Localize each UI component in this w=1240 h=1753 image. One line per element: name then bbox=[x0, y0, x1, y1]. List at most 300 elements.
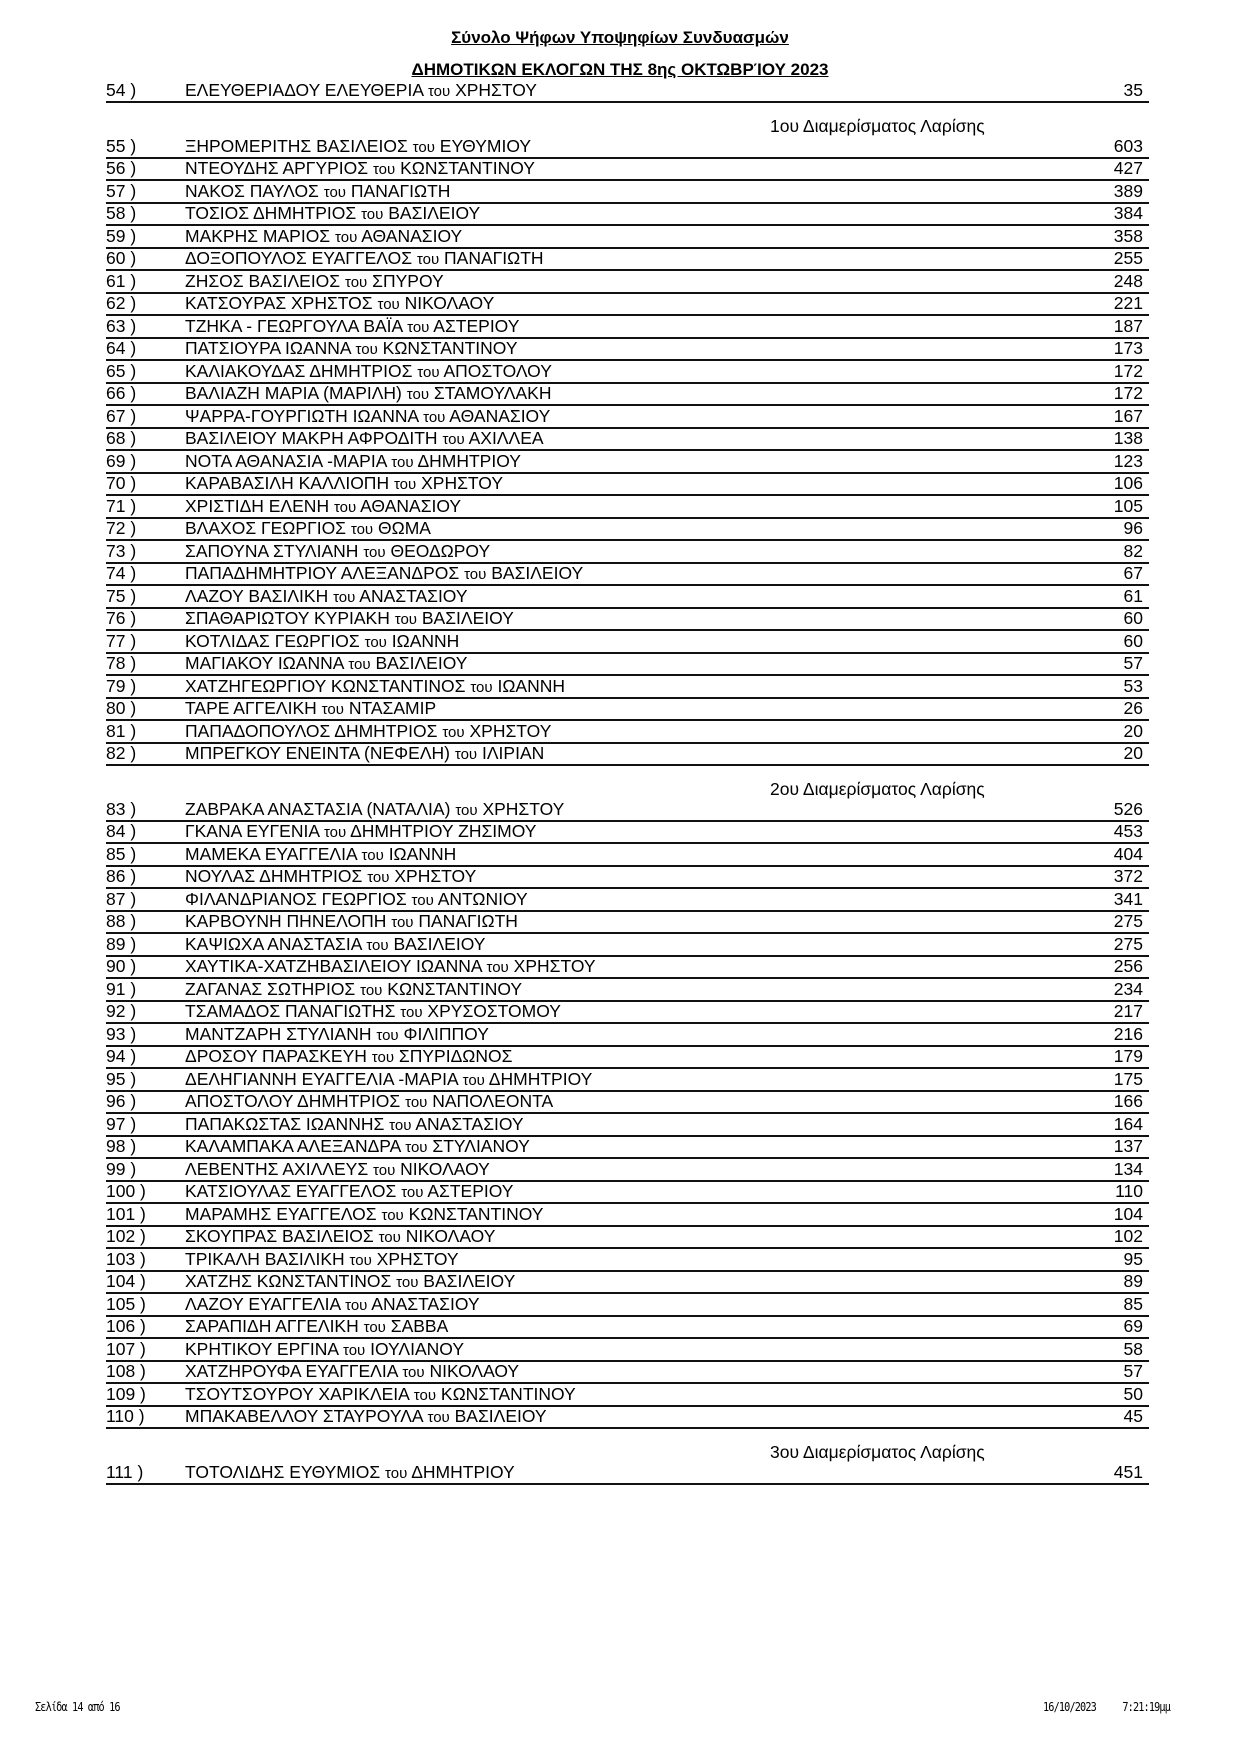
candidate-number: 80 ) bbox=[106, 698, 137, 718]
candidate-number: 68 ) bbox=[106, 428, 137, 448]
print-timestamp bbox=[1043, 1700, 1170, 1714]
candidate-number: 90 ) bbox=[106, 956, 137, 976]
vote-count: 85 bbox=[1123, 1293, 1143, 1314]
patronymic-prefix: του bbox=[423, 408, 446, 426]
candidate-surname-firstname: ΤΣΟΥΤΣΟΥΡΟΥ ΧΑΡΙΚΛΕΙΑ bbox=[185, 1383, 409, 1404]
candidate-number: 65 ) bbox=[106, 360, 137, 381]
candidate-surname-firstname: ΜΠΑΚΑΒΕΛΛΟΥ ΣΤΑΥΡΟΥΛΑ bbox=[185, 1406, 423, 1426]
patronymic-prefix: του bbox=[400, 1004, 423, 1021]
candidate-surname-firstname: ΧΑΤΖΗΣ ΚΩΝΣΤΑΝΤΙΝΟΣ bbox=[185, 1271, 392, 1291]
candidate-number: 109 ) bbox=[106, 1383, 146, 1404]
father-name: ΑΠΟΣΤΟΛΟΥ bbox=[443, 360, 552, 381]
father-name: ΒΑΣΙΛΕΙΟΥ bbox=[491, 563, 584, 583]
vote-count: 102 bbox=[1113, 1226, 1143, 1246]
vote-count: 216 bbox=[1113, 1023, 1143, 1044]
candidate-row bbox=[106, 844, 1149, 867]
father-name: ΧΡΗΣΤΟΥ bbox=[376, 1248, 459, 1269]
father-name: ΒΑΣΙΛΕΙΟΥ bbox=[393, 933, 486, 954]
candidate-name bbox=[185, 338, 518, 360]
candidate-name bbox=[185, 608, 514, 630]
candidate-number: 58 ) bbox=[106, 203, 137, 223]
candidate-surname-firstname: ΑΠΟΣΤΟΛΟΥ ΔΗΜΗΤΡΙΟΣ bbox=[185, 1091, 401, 1111]
candidate-surname-firstname: ΚΑΨΙΩΧΑ ΑΝΑΣΤΑΣΙΑ bbox=[185, 933, 362, 954]
candidate-surname-firstname: ΚΟΤΛΙΔΑΣ ΓΕΩΡΓΙΟΣ bbox=[185, 630, 360, 651]
candidate-name bbox=[185, 1204, 543, 1226]
candidate-row bbox=[106, 911, 1149, 934]
candidate-number: 96 ) bbox=[106, 1091, 137, 1111]
candidate-number: 62 ) bbox=[106, 293, 137, 313]
vote-count: 57 bbox=[1123, 653, 1143, 673]
candidate-number: 111 ) bbox=[106, 1461, 144, 1482]
candidate-name bbox=[185, 1226, 495, 1248]
patronymic-prefix: του bbox=[411, 891, 434, 909]
patronymic-prefix: του bbox=[377, 296, 400, 313]
patronymic-prefix: του bbox=[486, 959, 509, 976]
father-name: ΠΑΝΑΓΙΩΤΗ bbox=[418, 911, 518, 931]
father-name: ΝΙΚΟΛΑΟΥ bbox=[405, 1226, 496, 1246]
vote-count: 137 bbox=[1113, 1136, 1143, 1156]
vote-count: 172 bbox=[1113, 383, 1143, 403]
candidate-row bbox=[106, 428, 1149, 451]
candidate-row bbox=[106, 473, 1149, 496]
candidate-row bbox=[106, 1462, 1149, 1485]
patronymic-prefix: του bbox=[427, 83, 451, 100]
patronymic-prefix: του bbox=[367, 869, 390, 886]
father-name: ΧΡΥΣΟΣΤΟΜΟΥ bbox=[427, 1001, 561, 1021]
candidate-name bbox=[185, 1114, 524, 1136]
candidate-row bbox=[106, 203, 1149, 226]
candidate-surname-firstname: ΛΕΒΕΝΤΗΣ ΑΧΙΛΛΕΥΣ bbox=[185, 1158, 369, 1179]
vote-count: 167 bbox=[1113, 405, 1143, 426]
print-time: 7:21:19μμ bbox=[1122, 1700, 1170, 1714]
vote-count: 50 bbox=[1123, 1383, 1143, 1404]
vote-count: 61 bbox=[1123, 585, 1143, 606]
vote-count: 384 bbox=[1113, 203, 1143, 223]
patronymic-prefix: του bbox=[363, 543, 386, 561]
candidate-row bbox=[106, 316, 1149, 339]
candidate-number: 69 ) bbox=[106, 450, 137, 471]
patronymic-prefix: του bbox=[406, 386, 430, 403]
patronymic-prefix: του bbox=[407, 318, 430, 336]
page-number: Σελίδα 14 από 16 bbox=[35, 1700, 120, 1714]
father-name: ΑΘΑΝΑΣΙΟΥ bbox=[449, 405, 551, 426]
vote-count: 164 bbox=[1113, 1113, 1143, 1134]
father-name: ΙΟΥΛΙΑΝΟΥ bbox=[370, 1338, 465, 1359]
candidate-surname-firstname: ΣΑΠΟΥΝΑ ΣΤΥΛΙΑΝΗ bbox=[185, 540, 359, 561]
candidate-name bbox=[185, 383, 551, 405]
candidate-surname-firstname: ΦΙΛΑΝΔΡΙΑΝΟΣ ΓΕΩΡΓΙΟΣ bbox=[185, 888, 407, 909]
candidate-row bbox=[106, 338, 1149, 361]
candidate-name bbox=[185, 1361, 519, 1383]
father-name: ΑΝΑΣΤΑΣΙΟΥ bbox=[415, 1113, 524, 1134]
vote-count: 134 bbox=[1113, 1158, 1143, 1179]
candidate-name bbox=[185, 136, 531, 158]
father-name: ΙΛΙΡΙΑΝ bbox=[482, 743, 545, 763]
candidate-surname-firstname: ΚΑΡΒΟΥΝΗ ΠΗΝΕΛΟΠΗ bbox=[185, 911, 387, 931]
vote-count: 372 bbox=[1113, 866, 1143, 886]
candidate-row bbox=[106, 80, 1149, 103]
candidate-surname-firstname: ΒΑΛΙΑΖΗ ΜΑΡΙΑ (ΜΑΡΙΛΗ) bbox=[185, 383, 402, 403]
patronymic-prefix: του bbox=[385, 1464, 408, 1482]
candidate-name bbox=[185, 1024, 489, 1046]
vote-count: 275 bbox=[1113, 933, 1143, 954]
candidate-row bbox=[106, 1271, 1149, 1294]
candidate-row bbox=[106, 383, 1149, 406]
patronymic-prefix: του bbox=[413, 1386, 437, 1404]
candidate-number: 108 ) bbox=[106, 1361, 146, 1381]
vote-count: 45 bbox=[1123, 1406, 1143, 1426]
candidate-surname-firstname: ΤΟΣΙΟΣ ΔΗΜΗΤΡΙΟΣ bbox=[185, 203, 357, 223]
patronymic-prefix: του bbox=[349, 1251, 372, 1269]
candidate-surname-firstname: ΔΟΞΟΠΟΥΛΟΣ ΕΥΑΓΓΕΛΟΣ bbox=[185, 248, 413, 268]
candidate-number: 78 ) bbox=[106, 653, 137, 673]
candidate-number: 76 ) bbox=[106, 608, 137, 628]
vote-count: 179 bbox=[1113, 1046, 1143, 1066]
candidate-name bbox=[185, 1136, 530, 1158]
vote-count: 60 bbox=[1123, 630, 1143, 651]
candidate-row bbox=[106, 799, 1149, 822]
candidate-name bbox=[185, 316, 519, 338]
patronymic-prefix: του bbox=[391, 453, 414, 471]
father-name: ΒΑΣΙΛΕΙΟΥ bbox=[423, 1271, 516, 1291]
father-name: ΑΣΤΕΡΙΟΥ bbox=[433, 315, 520, 336]
father-name: ΠΑΝΑΓΙΩΤΗ bbox=[350, 180, 451, 201]
candidate-surname-firstname: ΒΑΣΙΛΕΙΟΥ ΜΑΚΡΗ ΑΦΡΟΔΙΤΗ bbox=[185, 428, 438, 448]
candidate-row bbox=[106, 1114, 1149, 1137]
father-name: ΕΥΘΥΜΙΟΥ bbox=[439, 135, 532, 156]
candidate-row bbox=[106, 979, 1149, 1002]
candidate-name bbox=[185, 271, 444, 293]
patronymic-prefix: του bbox=[464, 566, 487, 583]
candidate-name bbox=[185, 1046, 512, 1068]
candidate-row bbox=[106, 1091, 1149, 1114]
father-name: ΧΡΗΣΤΟΥ bbox=[482, 798, 565, 819]
father-name: ΝΙΚΟΛΑΟΥ bbox=[404, 293, 495, 313]
candidate-number: 73 ) bbox=[106, 540, 137, 561]
candidate-row bbox=[106, 226, 1149, 249]
candidate-number: 66 ) bbox=[106, 383, 137, 403]
patronymic-prefix: του bbox=[442, 431, 465, 448]
candidate-row bbox=[106, 1136, 1149, 1159]
candidate-name bbox=[185, 1271, 515, 1293]
candidate-surname-firstname: ΣΑΡΑΠΙΔΗ ΑΓΓΕΛΙΚΗ bbox=[185, 1316, 359, 1336]
candidate-row bbox=[106, 248, 1149, 271]
candidate-row bbox=[106, 563, 1149, 586]
candidate-row bbox=[106, 721, 1149, 744]
candidate-name bbox=[185, 844, 456, 866]
candidate-name bbox=[185, 979, 522, 1001]
candidate-surname-firstname: ΤΟΤΟΛΙΔΗΣ ΕΥΘΥΜΙΟΣ bbox=[185, 1461, 381, 1482]
candidate-name bbox=[185, 80, 537, 102]
father-name: ΑΝΑΣΤΑΣΙΟΥ bbox=[371, 1293, 480, 1314]
candidate-name bbox=[185, 1462, 515, 1484]
vote-count: 173 bbox=[1113, 338, 1143, 358]
candidate-surname-firstname: ΧΑΥΤΙΚΑ-ΧΑΤΖΗΒΑΣΙΛΕΙΟΥ ΙΩΑΝΝΑ bbox=[185, 956, 482, 976]
candidate-surname-firstname: ΤΖΗΚΑ - ΓΕΩΡΓΟΥΛΑ ΒΑΪΑ bbox=[185, 315, 403, 336]
candidate-number: 57 ) bbox=[106, 180, 137, 201]
candidate-number: 55 ) bbox=[106, 135, 137, 156]
candidate-row bbox=[106, 293, 1149, 316]
candidate-name bbox=[185, 406, 550, 428]
vote-count: 389 bbox=[1113, 180, 1143, 201]
candidate-surname-firstname: ΜΑΓΙΑΚΟΥ ΙΩΑΝΝΑ bbox=[185, 653, 344, 673]
patronymic-prefix: του bbox=[455, 801, 478, 819]
father-name: ΣΠΥΡΟΥ bbox=[372, 270, 444, 291]
candidate-number: 88 ) bbox=[106, 911, 137, 931]
vote-count: 221 bbox=[1113, 293, 1143, 313]
candidate-row bbox=[106, 1046, 1149, 1069]
candidate-surname-firstname: ΠΑΠΑΚΩΣΤΑΣ ΙΩΑΝΝΗΣ bbox=[185, 1113, 385, 1134]
patronymic-prefix: του bbox=[360, 981, 383, 999]
vote-count: 26 bbox=[1123, 698, 1143, 718]
candidate-surname-firstname: ΨΑΡΡΑ-ΓΟΥΡΓΙΩΤΗ ΙΩΑΝΝΑ bbox=[185, 405, 419, 426]
candidate-name bbox=[185, 1181, 513, 1203]
candidate-number: 99 ) bbox=[106, 1158, 137, 1179]
candidate-row bbox=[106, 1204, 1149, 1227]
candidate-number: 97 ) bbox=[106, 1113, 137, 1134]
father-name: ΑΝΤΩΝΙΟΥ bbox=[437, 888, 528, 909]
candidate-number: 75 ) bbox=[106, 585, 137, 606]
candidate-surname-firstname: ΜΑΡΑΜΗΣ ΕΥΑΓΓΕΛΟΣ bbox=[185, 1203, 377, 1224]
candidate-surname-firstname: ΚΑΛΑΜΠΑΚΑ ΑΛΕΞΑΝΔΡΑ bbox=[185, 1136, 401, 1156]
vote-count: 106 bbox=[1113, 473, 1143, 493]
candidate-name bbox=[185, 1069, 592, 1091]
vote-count: 453 bbox=[1113, 821, 1143, 841]
candidate-number: 102 ) bbox=[106, 1226, 146, 1246]
patronymic-prefix: του bbox=[323, 183, 347, 201]
candidate-number: 70 ) bbox=[106, 473, 137, 493]
vote-count: 60 bbox=[1123, 608, 1143, 628]
candidate-name bbox=[185, 361, 552, 383]
patronymic-prefix: του bbox=[350, 521, 374, 538]
vote-count: 341 bbox=[1113, 888, 1143, 909]
father-name: ΑΘΑΝΑΣΙΟΥ bbox=[361, 225, 463, 246]
candidate-number: 105 ) bbox=[106, 1293, 146, 1314]
vote-count: 89 bbox=[1123, 1271, 1143, 1291]
patronymic-prefix: του bbox=[393, 476, 417, 493]
candidate-surname-firstname: ΔΡΟΣΟΥ ΠΑΡΑΣΚΕΥΗ bbox=[185, 1046, 367, 1066]
father-name: ΚΩΝΣΤΑΝΤΙΝΟΥ bbox=[400, 158, 535, 178]
vote-count: 172 bbox=[1113, 360, 1143, 381]
candidate-number: 83 ) bbox=[106, 798, 137, 819]
candidate-row bbox=[106, 1294, 1149, 1317]
candidate-row bbox=[106, 1384, 1149, 1407]
patronymic-prefix: του bbox=[402, 1364, 425, 1381]
candidate-row bbox=[106, 1361, 1149, 1384]
candidate-surname-firstname: ΝΤΕΟΥΔΗΣ ΑΡΓΥΡΙΟΣ bbox=[185, 158, 369, 178]
district-heading: 3ου Διαμερίσματος Λαρίσης bbox=[770, 1441, 985, 1462]
father-name: ΔΗΜΗΤΡΙΟΥ ΖΗΣΙΜΟΥ bbox=[350, 821, 537, 841]
candidate-number: 82 ) bbox=[106, 743, 137, 763]
vote-count: 451 bbox=[1113, 1461, 1143, 1482]
candidate-surname-firstname: ΚΡΗΤΙΚΟΥ ΕΡΓΙΝΑ bbox=[185, 1338, 339, 1359]
candidate-row bbox=[106, 496, 1149, 519]
candidate-number: 79 ) bbox=[106, 675, 137, 696]
candidate-number: 85 ) bbox=[106, 843, 137, 864]
father-name: ΧΡΗΣΤΟΥ bbox=[469, 720, 552, 741]
candidate-name bbox=[185, 743, 544, 765]
patronymic-prefix: του bbox=[391, 914, 414, 931]
father-name: ΚΩΝΣΤΑΝΤΙΝΟΥ bbox=[387, 978, 523, 999]
father-name: ΣΤΑΜΟΥΛΑΚΗ bbox=[433, 383, 552, 403]
candidate-number: 98 ) bbox=[106, 1136, 137, 1156]
patronymic-prefix: του bbox=[333, 498, 357, 516]
candidate-name bbox=[185, 821, 536, 843]
vote-count: 358 bbox=[1113, 225, 1143, 246]
patronymic-prefix: του bbox=[321, 701, 344, 718]
candidate-row bbox=[106, 1001, 1149, 1024]
vote-count: 110 bbox=[1115, 1181, 1143, 1201]
candidate-name bbox=[185, 631, 459, 653]
candidate-name bbox=[185, 473, 503, 495]
patronymic-prefix: του bbox=[470, 678, 493, 696]
candidate-row bbox=[106, 889, 1149, 912]
candidate-name bbox=[185, 866, 476, 888]
vote-count: 82 bbox=[1123, 540, 1143, 561]
candidate-row bbox=[106, 518, 1149, 541]
father-name: ΚΩΝΣΤΑΝΤΙΝΟΥ bbox=[382, 338, 518, 358]
candidate-name bbox=[185, 1316, 448, 1338]
candidate-name bbox=[185, 181, 450, 203]
candidate-surname-firstname: ΠΑΠΑΔΟΠΟΥΛΟΣ ΔΗΜΗΤΡΙΟΣ bbox=[185, 720, 438, 741]
document-subtitle: ΔΗΜΟΤΙΚΩΝ ΕΚΛΟΓΩΝ ΤΗΣ 8ης ΟΚΤΩΒΡΊΟΥ 2023 bbox=[411, 60, 829, 79]
father-name: ΚΩΝΣΤΑΝΤΙΝΟΥ bbox=[440, 1383, 576, 1404]
vote-count: 35 bbox=[1123, 80, 1143, 100]
candidate-name bbox=[185, 496, 461, 518]
candidate-number: 72 ) bbox=[106, 518, 137, 538]
candidate-name bbox=[185, 1294, 480, 1316]
vote-count: 603 bbox=[1113, 135, 1143, 156]
vote-count: 234 bbox=[1113, 978, 1143, 999]
candidate-name bbox=[185, 1091, 553, 1113]
patronymic-prefix: του bbox=[401, 1184, 424, 1201]
candidate-number: 107 ) bbox=[106, 1338, 146, 1359]
candidate-surname-firstname: ΓΚΑΝΑ ΕΥΓΕΝΙΑ bbox=[185, 821, 320, 841]
vote-count: 57 bbox=[1123, 1361, 1143, 1381]
father-name: ΚΩΝΣΤΑΝΤΙΝΟΥ bbox=[408, 1203, 544, 1224]
candidate-name bbox=[185, 653, 467, 675]
father-name: ΣΠΥΡΙΔΩΝΟΣ bbox=[398, 1046, 513, 1066]
patronymic-prefix: του bbox=[345, 273, 368, 291]
vote-count: 256 bbox=[1113, 956, 1143, 976]
candidate-name bbox=[185, 1384, 576, 1406]
father-name: ΘΕΟΔΩΡΟΥ bbox=[390, 540, 491, 561]
father-name: ΑΣΤΕΡΙΟΥ bbox=[427, 1181, 514, 1201]
candidate-number: 60 ) bbox=[106, 248, 137, 268]
father-name: ΧΡΗΣΤΟΥ bbox=[513, 956, 596, 976]
candidate-row bbox=[106, 136, 1149, 159]
vote-count: 67 bbox=[1123, 563, 1143, 583]
candidate-number: 59 ) bbox=[106, 225, 137, 246]
candidate-surname-firstname: ΚΑΡΑΒΑΣΙΛΗ ΚΑΛΛΙΟΠΗ bbox=[185, 473, 390, 493]
candidate-name bbox=[185, 956, 596, 978]
candidate-name bbox=[185, 203, 480, 225]
candidate-number: 110 ) bbox=[106, 1406, 145, 1426]
patronymic-prefix: του bbox=[396, 1274, 419, 1291]
father-name: ΧΡΗΣΤΟΥ bbox=[455, 80, 537, 100]
candidate-name bbox=[185, 158, 535, 180]
candidate-number: 92 ) bbox=[106, 1001, 137, 1021]
candidate-surname-firstname: ΤΑΡΕ ΑΓΓΕΛΙΚΗ bbox=[185, 698, 317, 718]
candidate-row bbox=[106, 1316, 1149, 1339]
candidate-surname-firstname: ΤΣΑΜΑΔΟΣ ΠΑΝΑΓΙΩΤΗΣ bbox=[185, 1001, 396, 1021]
candidate-name bbox=[185, 889, 528, 911]
vote-count: 53 bbox=[1123, 675, 1143, 696]
candidate-name bbox=[185, 1249, 459, 1271]
father-name: ΒΑΣΙΛΕΙΟΥ bbox=[375, 653, 468, 673]
father-name: ΙΩΑΝΝΗ bbox=[497, 675, 565, 696]
candidate-surname-firstname: ΜΠΡΕΓΚΟΥ ΕΝΕΙΝΤΑ (ΝΕΦΕΛΗ) bbox=[185, 743, 450, 763]
patronymic-prefix: του bbox=[343, 1341, 366, 1359]
candidate-surname-firstname: ΜΑΝΤΖΑΡΗ ΣΤΥΛΙΑΝΗ bbox=[185, 1023, 372, 1044]
candidate-surname-firstname: ΖΑΒΡΑΚΑ ΑΝΑΣΤΑΣΙΑ (ΝΑΤΑΛΙΑ) bbox=[185, 798, 451, 819]
father-name: ΔΗΜΗΤΡΙΟΥ bbox=[488, 1068, 593, 1089]
vote-count: 526 bbox=[1113, 798, 1143, 819]
candidate-surname-firstname: ΞΗΡΟΜΕΡΙΤΗΣ ΒΑΣΙΛΕΙΟΣ bbox=[185, 135, 408, 156]
vote-count: 175 bbox=[1113, 1068, 1143, 1089]
vote-count: 404 bbox=[1113, 843, 1143, 864]
candidate-row bbox=[106, 956, 1149, 979]
father-name: ΙΩΑΝΝΗ bbox=[391, 630, 460, 651]
vote-count: 427 bbox=[1113, 158, 1143, 178]
candidate-surname-firstname: ΤΡΙΚΑΛΗ ΒΑΣΙΛΙΚΗ bbox=[185, 1248, 345, 1269]
father-name: ΠΑΝΑΓΙΩΤΗ bbox=[444, 248, 544, 268]
candidate-surname-firstname: ΜΑΚΡΗΣ ΜΑΡΙΟΣ bbox=[185, 225, 331, 246]
candidate-row bbox=[106, 451, 1149, 474]
candidate-surname-firstname: ΛΑΖΟΥ ΒΑΣΙΛΙΚΗ bbox=[185, 585, 329, 606]
print-date: 16/10/2023 bbox=[1043, 1700, 1096, 1714]
patronymic-prefix: του bbox=[333, 588, 356, 606]
patronymic-prefix: του bbox=[373, 1161, 396, 1179]
patronymic-prefix: του bbox=[454, 746, 478, 763]
patronymic-prefix: του bbox=[462, 1071, 485, 1089]
candidate-name bbox=[185, 293, 494, 315]
vote-count: 96 bbox=[1123, 518, 1143, 538]
father-name: ΙΩΑΝΝΗ bbox=[388, 843, 457, 864]
candidate-row bbox=[106, 1159, 1149, 1182]
candidate-row bbox=[106, 158, 1149, 181]
father-name: ΝΙΚΟΛΑΟΥ bbox=[429, 1361, 520, 1381]
candidate-row bbox=[106, 698, 1149, 721]
candidate-number: 54 ) bbox=[106, 80, 137, 100]
patronymic-prefix: του bbox=[412, 138, 435, 156]
vote-count: 104 bbox=[1113, 1203, 1143, 1224]
candidate-surname-firstname: ΜΑΜΕΚΑ ΕΥΑΓΓΕΛΙΑ bbox=[185, 843, 357, 864]
father-name: ΝΤΑΣΑΜΙΡ bbox=[348, 698, 437, 718]
candidate-number: 63 ) bbox=[106, 315, 137, 336]
patronymic-prefix: του bbox=[363, 1319, 386, 1336]
father-name: ΒΑΣΙΛΕΙΟΥ bbox=[388, 203, 481, 223]
patronymic-prefix: του bbox=[389, 1116, 412, 1134]
vote-count: 69 bbox=[1123, 1316, 1143, 1336]
candidate-name bbox=[185, 1406, 547, 1428]
candidate-row bbox=[106, 1181, 1149, 1204]
patronymic-prefix: του bbox=[323, 824, 347, 841]
candidate-number: 74 ) bbox=[106, 563, 137, 583]
candidate-row bbox=[106, 821, 1149, 844]
candidate-name bbox=[185, 1001, 561, 1023]
candidate-name bbox=[185, 451, 521, 473]
candidate-row bbox=[106, 1249, 1149, 1272]
candidate-number: 71 ) bbox=[106, 495, 137, 516]
patronymic-prefix: του bbox=[376, 1026, 399, 1044]
candidate-surname-firstname: ΠΑΠΑΔΗΜΗΤΡΙΟΥ ΑΛΕΞΑΝΔΡΟΣ bbox=[185, 563, 460, 583]
candidate-surname-firstname: ΖΗΣΟΣ ΒΑΣΙΛΕΙΟΣ bbox=[185, 270, 341, 291]
father-name: ΔΗΜΗΤΡΙΟΥ bbox=[417, 450, 521, 471]
vote-count: 248 bbox=[1113, 270, 1143, 291]
candidate-number: 84 ) bbox=[106, 821, 137, 841]
candidate-surname-firstname: ΣΚΟΥΠΡΑΣ ΒΑΣΙΛΕΙΟΣ bbox=[185, 1226, 374, 1246]
